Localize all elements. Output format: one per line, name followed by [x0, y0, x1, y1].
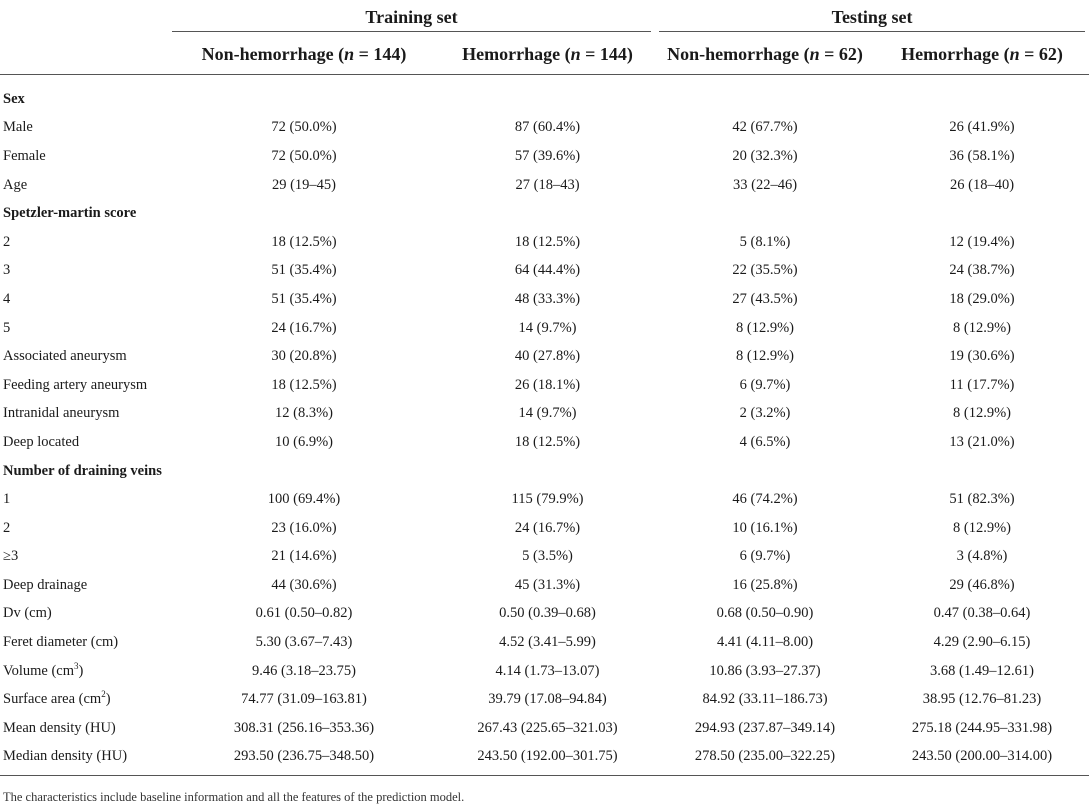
cell-value: [168, 457, 440, 486]
cell-value: 5.30 (3.67–7.43): [255, 634, 353, 651]
cell-value: 51 (35.4%): [271, 290, 337, 307]
table-row: [0, 285, 1089, 314]
row-label: 1: [3, 491, 11, 508]
cell-value: [875, 199, 1089, 228]
row-label: Surface area $(cm^2)$: [3, 689, 111, 708]
cell-value: 5 (3.5%): [522, 548, 573, 565]
cell-value: 16 (25.8%): [732, 576, 798, 593]
cell-value: 20 (32.3%): [732, 147, 798, 164]
cell-value: 12 (19.4%): [949, 233, 1015, 250]
cell-value: 24 (16.7%): [514, 519, 581, 536]
cell-value: 40 (27.8%): [514, 348, 581, 365]
cell-value: 14 (9.7%): [518, 319, 577, 336]
cell-value: 26 (18–40): [949, 176, 1015, 193]
table-row: [0, 685, 1089, 714]
cell-value: 46 (74.2%): [732, 491, 798, 508]
cell-value: 24 (38.7%): [949, 262, 1015, 279]
table-row: [0, 543, 1089, 572]
row-label: 5: [3, 319, 11, 336]
cell-value: 27 (18–43): [515, 176, 580, 193]
cell-value: 29 (19–45): [271, 176, 337, 193]
cell-value: 8 (12.9%): [736, 348, 795, 365]
cell-value: [440, 199, 655, 228]
cell-value: 10 (6.9%): [275, 433, 333, 450]
cell-value: 74.77 (31.09–163.81): [241, 691, 367, 708]
cell-value: 26 (18.1%): [514, 376, 581, 393]
cell-value: 42 (67.7%): [732, 119, 798, 136]
cell-value: 57 (39.6%): [514, 147, 581, 164]
cell-value: 0.61 (0.50–0.82): [255, 605, 353, 622]
table-row: [0, 371, 1089, 400]
table-footnote: The characteristics include baseline information and all the features of the prediction model.: [3, 790, 465, 804]
column-header-blank: [0, 34, 168, 75]
cell-value: [440, 457, 655, 486]
cell-value: [655, 199, 875, 228]
cell-value: 72 (50.0%): [271, 119, 337, 136]
cell-value: [875, 457, 1089, 486]
table-row: [0, 514, 1089, 543]
cell-value: 23 (16.0%): [271, 519, 337, 536]
cell-value: 0.50 (0.39–0.68): [499, 605, 596, 622]
section-header-row: [0, 199, 1089, 228]
cell-value: [875, 75, 1089, 114]
cell-value: 27 (43.5%): [732, 290, 798, 307]
row-label: ≥3: [3, 548, 19, 565]
cell-value: 8 (12.9%): [953, 319, 1012, 336]
row-label: Deep located: [3, 433, 80, 450]
cell-value: 44 (30.6%): [271, 576, 337, 593]
cell-value: 8 (12.9%): [953, 405, 1012, 422]
cell-value: 87 (60.4%): [514, 119, 581, 136]
cell-value: 6 (9.7%): [739, 376, 791, 393]
cell-value: 30 (20.8%): [271, 348, 337, 365]
cell-value: 278.50 (235.00–322.25): [655, 743, 875, 776]
cell-value: 6 (9.7%): [739, 548, 791, 565]
cell-value: 308.31 (256.16–353.36): [233, 719, 375, 736]
cell-value: 18 (12.5%): [271, 376, 337, 393]
cell-value: 4.52 (3.41–5.99): [499, 634, 596, 651]
cell-value: 2 (3.2%): [739, 405, 791, 422]
row-label: Feeding artery aneurysm: [3, 376, 148, 393]
cell-value: 19 (30.6%): [949, 348, 1015, 365]
table-row: [0, 714, 1089, 743]
cell-value: 275.18 (244.95–331.98): [911, 719, 1053, 736]
table-row: [0, 171, 1089, 200]
cell-value: 3.68 (1.49–12.61): [930, 662, 1034, 679]
cell-value: 0.47 (0.38–0.64): [933, 605, 1031, 622]
cell-value: 14 (9.7%): [518, 405, 577, 422]
row-label: Age: [3, 176, 28, 193]
cell-value: 3 (4.8%): [956, 548, 1008, 565]
row-label: Spetzler-martin score: [3, 205, 137, 222]
group-header-testing: Testing set: [655, 0, 1089, 34]
row-label: Feret diameter (cm): [3, 634, 119, 651]
cell-value: 29 (46.8%): [949, 576, 1015, 593]
cell-value: 38.95 (12.76–81.23): [922, 691, 1042, 708]
cell-value: 39.79 (17.08–94.84): [488, 691, 607, 708]
row-label: Male: [3, 119, 33, 136]
cell-value: 267.43 (225.65–321.03): [477, 719, 618, 736]
section-header-row: [0, 75, 1089, 114]
cell-value: 100 (69.4%): [267, 491, 341, 508]
table-row: [0, 314, 1089, 343]
row-label: Female: [3, 147, 46, 164]
cell-value: [440, 75, 655, 114]
row-label: 4: [3, 290, 11, 307]
cell-value: 84.92 (33.11–186.73): [702, 691, 828, 708]
row-label: Median density (HU): [0, 743, 168, 776]
section-header-row: [0, 457, 1089, 486]
table-row: [0, 428, 1089, 457]
cell-value: 18 (29.0%): [949, 290, 1015, 307]
row-label: Sex: [3, 90, 25, 107]
row-label: Dv (cm): [3, 605, 52, 622]
cell-value: 12 (8.3%): [275, 405, 333, 422]
cell-value: 293.50 (236.75–348.50): [168, 743, 440, 776]
table-row: [0, 628, 1089, 657]
row-label: Associated aneurysm: [3, 348, 127, 365]
cell-value: 18 (12.5%): [514, 233, 581, 250]
cell-value: 36 (58.1%): [949, 147, 1015, 164]
cell-value: [655, 457, 875, 486]
cell-value: 8 (12.9%): [953, 519, 1012, 536]
cell-value: 18 (12.5%): [271, 233, 337, 250]
cell-value: 51 (35.4%): [271, 262, 337, 279]
table-row: [0, 600, 1089, 629]
row-label: Mean density (HU): [3, 719, 116, 736]
column-header-train-nonhemorrhage: Non-hemorrhage (n = 144): [168, 34, 440, 75]
column-header-test-hemorrhage: Hemorrhage (n = 62): [875, 34, 1089, 75]
row-label: 3: [3, 262, 11, 279]
row-label: Intranidal aneurysm: [3, 405, 120, 422]
column-header-test-nonhemorrhage: Non-hemorrhage (n = 62): [655, 34, 875, 75]
cell-value: 294.93 (237.87–349.14): [694, 719, 836, 736]
cell-value: 72 (50.0%): [271, 147, 337, 164]
row-label: 2: [3, 233, 11, 250]
cell-value: 64 (44.4%): [514, 262, 581, 279]
table-row: [0, 142, 1089, 171]
table-row: [0, 657, 1089, 686]
cell-value: [168, 75, 440, 114]
table-row: [0, 342, 1089, 371]
cell-value: 22 (35.5%): [732, 262, 798, 279]
cell-value: 5 (8.1%): [739, 233, 791, 250]
cell-value: 10 (16.1%): [732, 519, 798, 536]
cell-value: 33 (22–46): [732, 176, 798, 193]
cell-value: 0.68 (0.50–0.90): [716, 605, 814, 622]
cell-value: 13 (21.0%): [949, 433, 1015, 450]
cell-value: 18 (12.5%): [514, 433, 581, 450]
cell-value: 51 (82.3%): [949, 491, 1015, 508]
cell-value: 10.86 (3.93–27.37): [709, 662, 821, 679]
table-row: [0, 114, 1089, 143]
table-row: [0, 228, 1089, 257]
table-row: [0, 571, 1089, 600]
cell-value: 4.41 (4.11–8.00): [716, 634, 814, 651]
cell-value: 45 (31.3%): [514, 576, 581, 593]
cell-value: 243.50 (200.00–314.00): [875, 743, 1089, 776]
cell-value: 21 (14.6%): [271, 548, 337, 565]
cell-value: 9.46 (3.18–23.75): [252, 662, 356, 679]
row-label: Volume $(cm^3)$: [3, 660, 84, 679]
cell-value: 4.14 (1.73–13.07): [495, 662, 600, 679]
row-label: Number of draining veins: [3, 462, 162, 479]
row-label: Deep drainage: [3, 576, 88, 593]
corner-cell: [0, 0, 168, 34]
cell-value: 243.50 (192.00–301.75): [440, 743, 655, 776]
cell-value: 4.29 (2.90–6.15): [933, 634, 1031, 651]
cell-value: 8 (12.9%): [736, 319, 795, 336]
table-row: [0, 257, 1089, 286]
column-header-train-hemorrhage: Hemorrhage (n = 144): [440, 34, 655, 75]
table-row: [0, 485, 1089, 514]
cell-value: 115 (79.9%): [511, 491, 584, 508]
cell-value: 24 (16.7%): [271, 319, 337, 336]
table-body: [0, 75, 1089, 776]
table-row: [0, 400, 1089, 429]
cell-value: 48 (33.3%): [514, 290, 581, 307]
group-header-training: Training set: [168, 0, 655, 34]
cell-value: [168, 199, 440, 228]
cell-value: 26 (41.9%): [949, 119, 1015, 136]
table-row: [0, 743, 1089, 776]
cell-value: [655, 75, 875, 114]
cell-value: 11 (17.7%): [949, 376, 1015, 393]
cell-value: 4 (6.5%): [739, 433, 791, 450]
row-label: 2: [3, 519, 11, 536]
